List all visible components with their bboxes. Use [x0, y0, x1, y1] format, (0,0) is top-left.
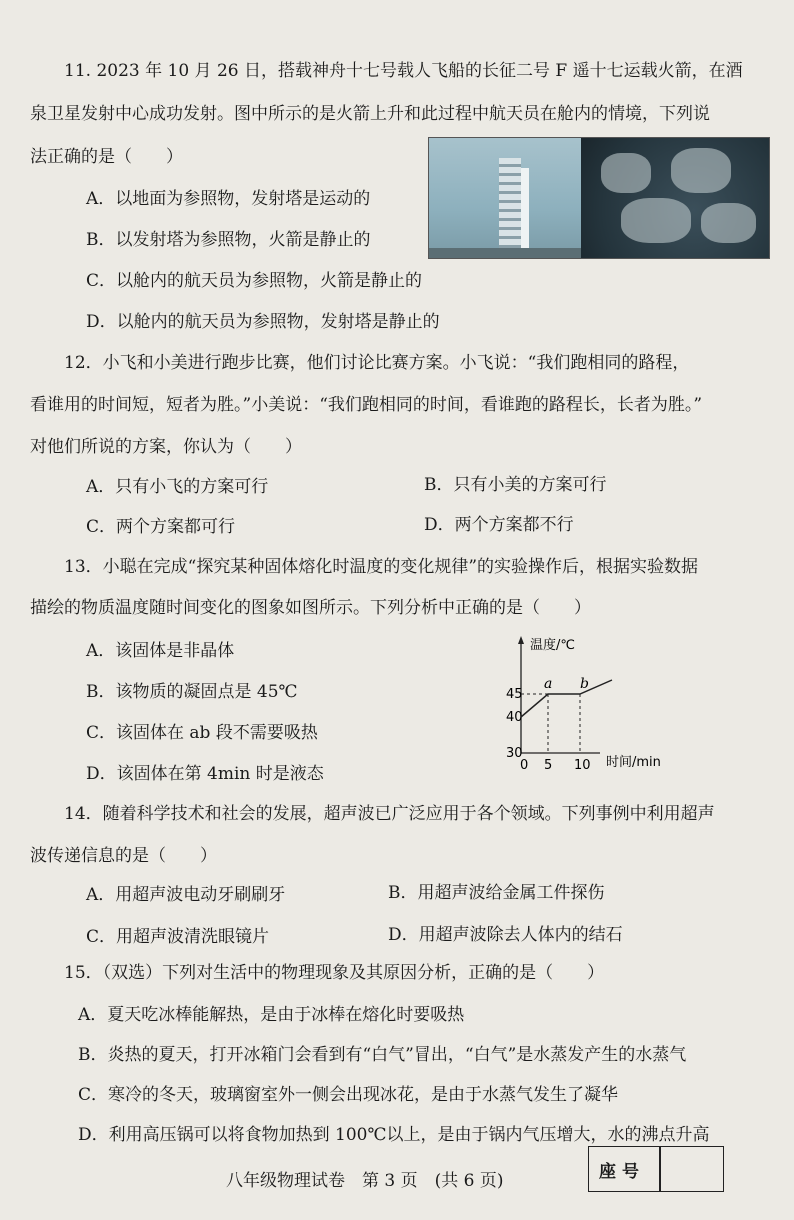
- y-tick-45: 45: [506, 687, 523, 702]
- rocket-launch-photo: [428, 137, 770, 259]
- launch-scene: [429, 138, 581, 258]
- q11-stem-line3: 法正确的是（ ）: [30, 147, 183, 167]
- q13-option-a: A．该固体是非晶体: [86, 641, 235, 661]
- q12-stem-line3: 对他们所说的方案，你认为（ ）: [30, 437, 302, 457]
- q11-stem-line1: 11. 2023 年 10 月 26 日，搭载神舟十七号载人飞船的长征二号 F 遥十七运载火箭，在酒: [64, 61, 743, 81]
- q11-option-a: A．以地面为参照物，发射塔是运动的: [86, 189, 371, 209]
- q12-option-d: D．两个方案都不行: [424, 515, 574, 535]
- q12-stem-line1: 12．小飞和小美进行跑步比赛，他们讨论比赛方案。小飞说：“我们跑相同的路程，: [64, 353, 690, 373]
- melting-graph: [500, 633, 680, 773]
- y-axis-label: 温度/℃: [530, 638, 575, 653]
- ground: [429, 248, 581, 258]
- q14-option-b: B．用超声波给金属工件探伤: [388, 883, 605, 903]
- q15-option-b: B．炎热的夏天，打开冰箱门会看到有“白气”冒出，“白气”是水蒸发产生的水蒸气: [78, 1045, 687, 1065]
- q12-option-a: A．只有小飞的方案可行: [86, 477, 269, 497]
- q13-option-d: D．该固体在第 4min 时是液态: [86, 764, 324, 784]
- seat-box-divider: [659, 1147, 661, 1191]
- rocket: [521, 168, 529, 253]
- q13-stem-line1: 13．小聪在完成“探究某种固体熔化时温度的变化规律”的实验操作后，根据实验数据: [64, 557, 699, 577]
- q13-option-b: B．该物质的凝固点是 45℃: [86, 682, 298, 702]
- q11-option-d: D．以舱内的航天员为参照物，发射塔是静止的: [86, 312, 440, 332]
- q12-option-c: C．两个方案都可行: [86, 517, 236, 537]
- y-tick-40: 40: [506, 710, 523, 725]
- q14-option-d: D．用超声波除去人体内的结石: [388, 925, 623, 945]
- q14-option-c: C．用超声波清洗眼镜片: [86, 927, 270, 947]
- q11-option-c: C．以舱内的航天员为参照物，火箭是静止的: [86, 271, 423, 291]
- q11-stem-line2: 泉卫星发射中心成功发射。图中所示的是火箭上升和此过程中航天员在舱内的情境，下列说: [30, 104, 710, 124]
- astronaut-shape: [701, 203, 756, 243]
- astronaut-shape: [671, 148, 731, 193]
- x-tick-0: 0: [520, 758, 529, 773]
- astronaut-shape: [621, 198, 691, 243]
- seat-number-box: [588, 1146, 724, 1192]
- q15-option-a: A．夏天吃冰棒能解热，是由于冰棒在熔化时要吸热: [78, 1005, 465, 1025]
- q13-stem-line2: 描绘的物质温度随时间变化的图象如图所示。下列分析中正确的是（ ）: [30, 598, 591, 618]
- astronaut-shape: [601, 153, 651, 193]
- x-tick-10: 10: [574, 758, 591, 773]
- q15-option-d: D．利用高压锅可以将食物加热到 100℃以上，是由于锅内气压增大，水的沸点升高: [78, 1125, 710, 1145]
- point-b-label: b: [580, 676, 589, 692]
- q15-stem: 15．（双选）下列对生活中的物理现象及其原因分析，正确的是（ ）: [64, 963, 605, 983]
- temperature-curve: [521, 680, 612, 717]
- cabin-scene: [581, 138, 769, 258]
- q14-stem-line2: 波传递信息的是（ ）: [30, 846, 217, 866]
- q15-option-c: C．寒冷的冬天，玻璃窗室外一侧会出现冰花，是由于水蒸气发生了凝华: [78, 1085, 619, 1105]
- seat-number-label: 座号: [599, 1162, 645, 1182]
- point-a-label: a: [544, 676, 553, 692]
- q11-option-b: B．以发射塔为参照物，火箭是静止的: [86, 230, 371, 250]
- page-footer: 八年级物理试卷 第 3 页 (共 6 页): [226, 1171, 504, 1191]
- q12-option-b: B．只有小美的方案可行: [424, 475, 607, 495]
- x-tick-5: 5: [544, 758, 553, 773]
- q14-option-a: A．用超声波电动牙刷刷牙: [86, 885, 286, 905]
- launch-tower: [499, 158, 521, 253]
- q14-stem-line1: 14．随着科学技术和社会的发展，超声波已广泛应用于各个领域。下列事例中利用超声: [64, 804, 715, 824]
- x-axis-label: 时间/min: [606, 755, 661, 770]
- q13-option-c: C．该固体在 ab 段不需要吸热: [86, 723, 318, 743]
- q12-stem-line2: 看谁用的时间短，短者为胜。”小美说：“我们跑相同的时间，看谁跑的路程长，长者为胜。”: [30, 395, 703, 415]
- y-tick-30: 30: [506, 746, 523, 761]
- y-axis-arrow: [518, 636, 524, 644]
